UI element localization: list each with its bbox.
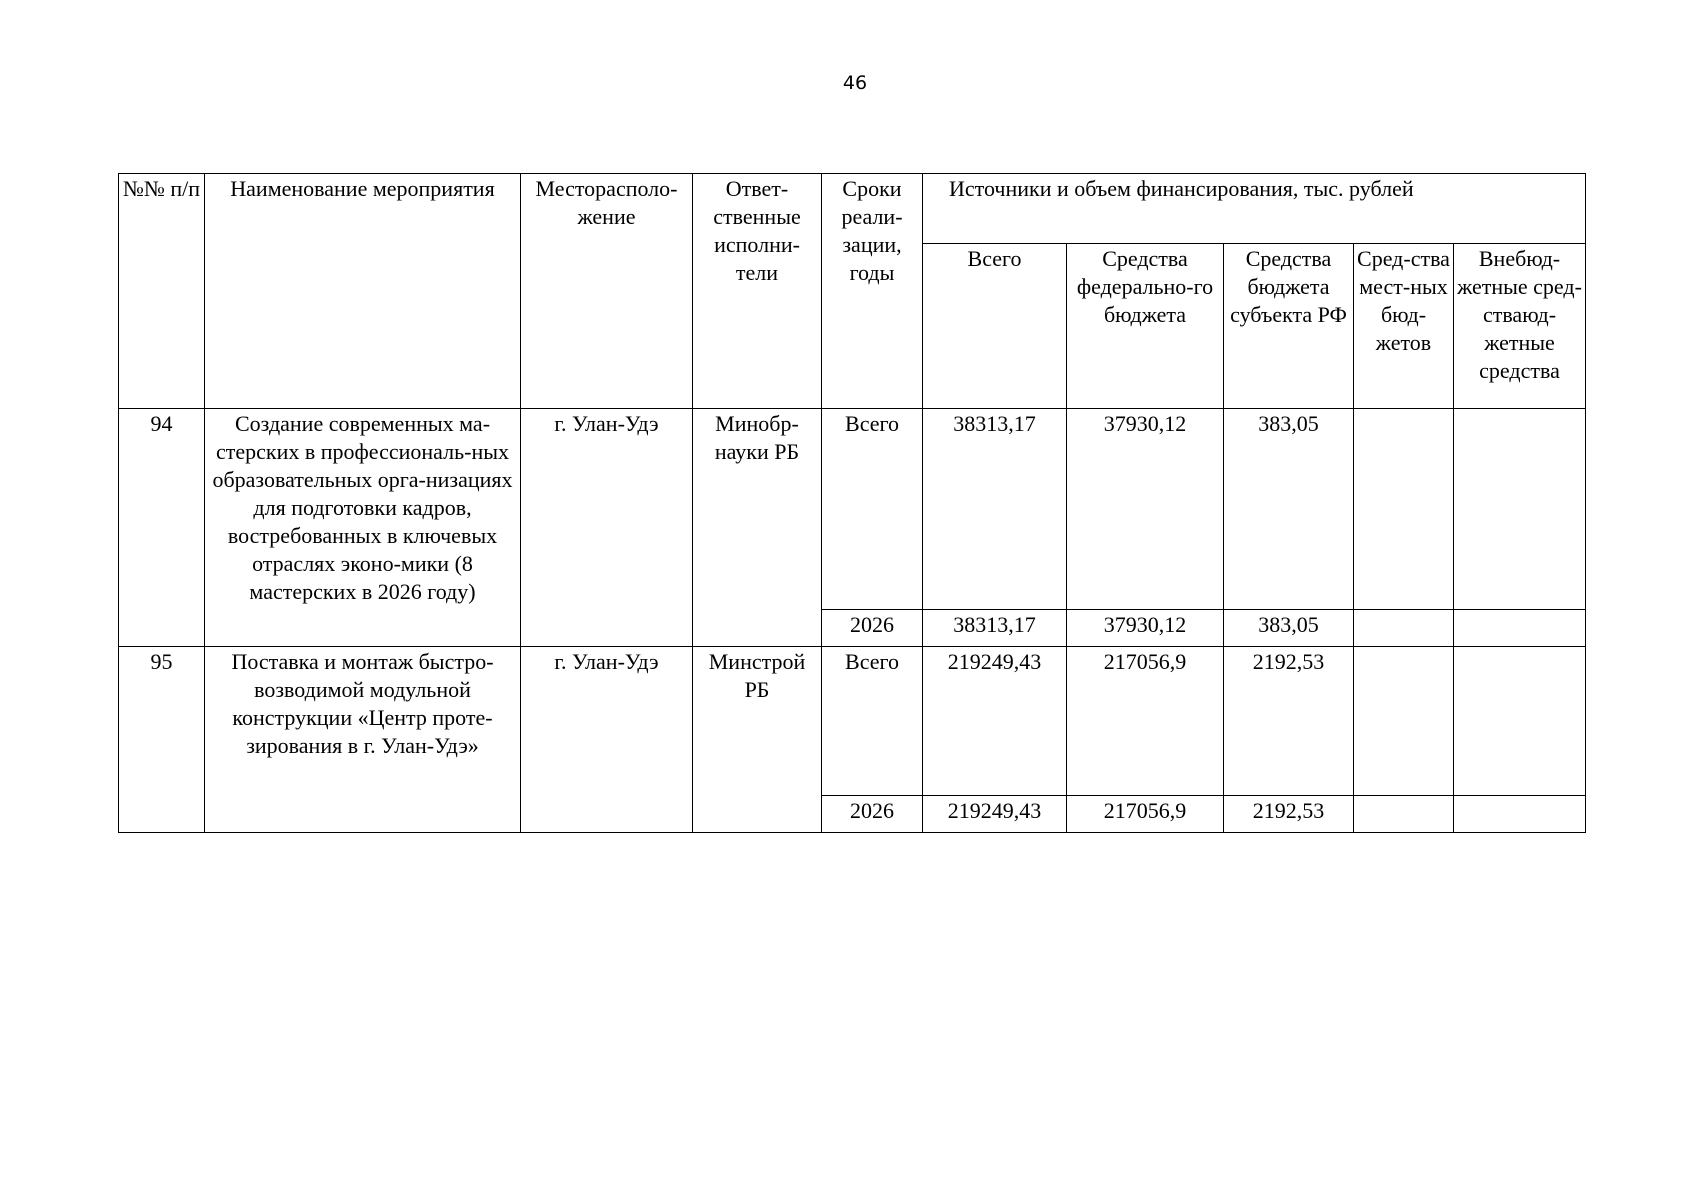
header-funding-group: Источники и объем финансирования, тыс. рублей — [923, 174, 1586, 244]
header-federal: Средства федерально-го бюджета — [1067, 244, 1224, 409]
row-extrabudget — [1454, 409, 1586, 610]
row-total: 38313,17 — [923, 409, 1067, 610]
row-period: Всего — [822, 409, 923, 610]
row-regional: 383,05 — [1224, 409, 1354, 610]
row-location: г. Улан-Удэ — [521, 647, 693, 833]
row-federal: 37930,12 — [1067, 610, 1224, 647]
row-total: 219249,43 — [923, 796, 1067, 833]
row-local — [1354, 796, 1454, 833]
row-period: 2026 — [822, 610, 923, 647]
row-period: Всего — [822, 647, 923, 796]
row-local — [1354, 647, 1454, 796]
row-name: Создание современных ма-стерских в профессиональ-ных образовательных орга-низациях для подготовки кадров, востребованных в ключевых отраслях эконо-мики (8 мастерских в 2026 году) — [205, 409, 521, 647]
row-regional: 2192,53 — [1224, 796, 1354, 833]
header-responsible: Ответ-ственные исполни-тели — [693, 174, 822, 409]
header-regional: Средства бюджета субъекта РФ — [1224, 244, 1354, 409]
row-local — [1354, 409, 1454, 610]
header-total: Всего — [923, 244, 1067, 409]
page-number: 46 — [842, 72, 868, 94]
header-num: №№ п/п — [119, 174, 205, 409]
row-num: 95 — [119, 647, 205, 833]
row-total: 38313,17 — [923, 610, 1067, 647]
header-local: Сред-ства мест-ных бюд-жетов — [1354, 244, 1454, 409]
row-regional: 2192,53 — [1224, 647, 1354, 796]
row-name: Поставка и монтаж быстро-возводимой модульной конструкции «Центр проте-зирования в г. Улан-Удэ» — [205, 647, 521, 833]
table-row — [119, 647, 1586, 796]
row-responsible: Минобр-науки РБ — [693, 409, 822, 647]
row-federal: 217056,9 — [1067, 647, 1224, 796]
row-regional: 383,05 — [1224, 610, 1354, 647]
header-name: Наименование мероприятия — [205, 174, 521, 409]
funding-table — [118, 173, 1586, 833]
row-responsible: Минстрой РБ — [693, 647, 822, 833]
row-num: 94 — [119, 409, 205, 647]
row-extrabudget — [1454, 647, 1586, 796]
row-extrabudget — [1454, 796, 1586, 833]
row-location: г. Улан-Удэ — [521, 409, 693, 647]
row-federal: 37930,12 — [1067, 409, 1224, 610]
header-period: Сроки реали-зации, годы — [822, 174, 923, 409]
table-row — [119, 409, 1586, 610]
header-location: Месторасполо-жение — [521, 174, 693, 409]
row-local — [1354, 610, 1454, 647]
row-federal: 217056,9 — [1067, 796, 1224, 833]
row-extrabudget — [1454, 610, 1586, 647]
row-total: 219249,43 — [923, 647, 1067, 796]
row-period: 2026 — [822, 796, 923, 833]
header-extrabudget: Внебюд-жетные сред-стваюд-жетные средства — [1454, 244, 1586, 409]
